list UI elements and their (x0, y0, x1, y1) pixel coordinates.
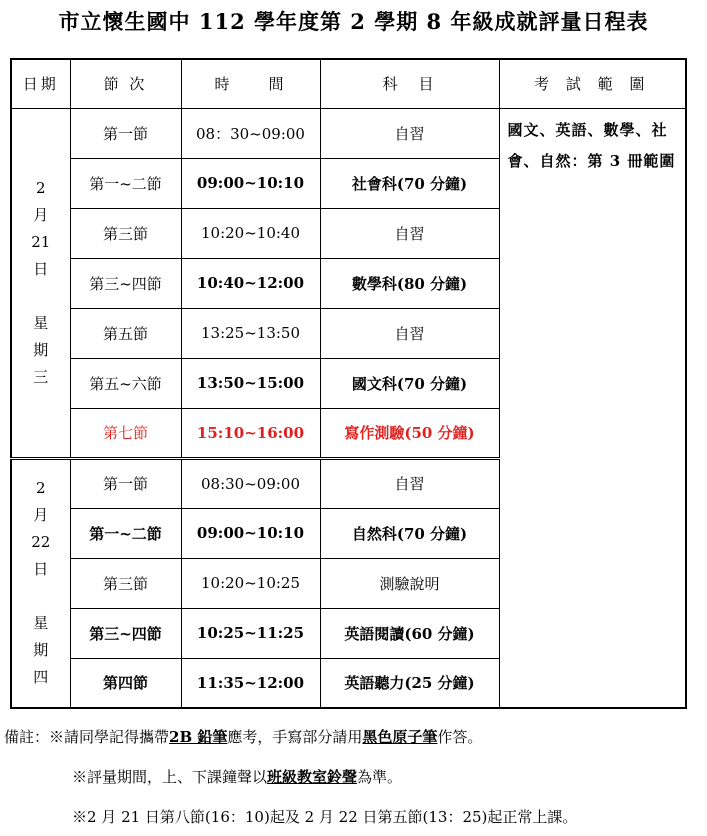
note-emphasis: 黑色原子筆 (362, 728, 438, 746)
period-cell: 第一節 (70, 458, 181, 508)
time-cell: 10:20~10:25 (181, 558, 320, 608)
date-line: 星 (33, 614, 49, 633)
date-line: 四 (33, 668, 49, 687)
note-emphasis: 2B 鉛筆 (169, 728, 228, 746)
subject-cell: 數學科(80 分鐘) (320, 258, 499, 308)
time-cell: 15:10~16:00 (181, 408, 320, 458)
subject-cell: 社會科(70 分鐘) (320, 158, 499, 208)
note-text: ※2 月 21 日第八節(16：10)起及 2 月 22 日第五節(13：25)起正常上課。 (72, 808, 578, 826)
table-row (11, 108, 686, 158)
date-line: 2 (35, 479, 46, 498)
date-line: 期 (33, 641, 49, 660)
time-cell: 10:25~11:25 (181, 608, 320, 658)
date-line: 星 (33, 313, 49, 332)
date-line: 22 (31, 533, 51, 552)
note-2 (72, 766, 402, 787)
time-cell: 10:40~12:00 (181, 258, 320, 308)
period-cell: 第一節 (70, 108, 181, 158)
time-cell: 08:30~09:00 (181, 458, 320, 508)
page-title: 市立懷生國中 112 學年度第 2 學期 8 年級成就評量日程表 (58, 9, 649, 34)
subject-cell: 國文科(70 分鐘) (320, 358, 499, 408)
time-cell: 08：30~09:00 (181, 108, 320, 158)
note-text: 為準。 (357, 768, 403, 786)
date-line: 月 (33, 506, 49, 525)
schedule-table (10, 58, 687, 709)
period-cell: 第三~四節 (70, 608, 181, 658)
header-row (11, 59, 686, 108)
header-scope: 考 試 範 圍 (499, 59, 686, 108)
subject-cell: 自習 (320, 458, 499, 508)
header-subject: 科 目 (320, 59, 499, 108)
time-cell: 13:25~13:50 (181, 308, 320, 358)
subject-cell: 自習 (320, 108, 499, 158)
note-text: 作答。 (437, 728, 483, 746)
note-text: 備註：※請同學記得攜帶 (4, 728, 170, 746)
header-period: 節 次 (70, 59, 181, 108)
subject-cell: 寫作測驗(50 分鐘) (320, 408, 499, 458)
period-cell: 第三~四節 (70, 258, 181, 308)
date-line: 期 (33, 340, 49, 359)
note-1 (4, 726, 482, 747)
scope-cell: 國文、英語、數學、社會、自然：第 3 冊範圍 (499, 108, 686, 708)
period-cell: 第三節 (70, 558, 181, 608)
period-cell: 第五節 (70, 308, 181, 358)
subject-cell: 自然科(70 分鐘) (320, 508, 499, 558)
note-text: 應考，手寫部分請用 (227, 728, 363, 746)
note-3 (72, 806, 577, 827)
subject-cell: 英語閱讀(60 分鐘) (320, 608, 499, 658)
header-date: 日期 (11, 59, 70, 108)
date-spacer (12, 583, 70, 610)
time-cell: 09:00~10:10 (181, 158, 320, 208)
date-line: 月 (33, 205, 49, 224)
date-line: 日 (33, 560, 49, 579)
header-time: 時 間 (181, 59, 320, 108)
note-text: ※評量期間，上、下課鐘聲以 (72, 768, 268, 786)
subject-cell: 測驗說明 (320, 558, 499, 608)
date-line: 日 (33, 259, 49, 278)
subject-cell: 自習 (320, 308, 499, 358)
period-cell: 第五~六節 (70, 358, 181, 408)
period-cell: 第四節 (70, 658, 181, 708)
subject-cell: 英語聽力(25 分鐘) (320, 658, 499, 708)
date-cell-day1 (11, 108, 70, 458)
subject-cell: 自習 (320, 208, 499, 258)
note-emphasis: 班級教室鈴聲 (267, 768, 358, 786)
period-cell: 第七節 (70, 408, 181, 458)
period-cell: 第一~二節 (70, 508, 181, 558)
time-cell: 13:50~15:00 (181, 358, 320, 408)
date-cell-day2 (11, 458, 70, 708)
period-cell: 第三節 (70, 208, 181, 258)
date-line: 2 (35, 178, 46, 197)
date-spacer (12, 283, 70, 310)
date-line: 21 (31, 232, 51, 251)
time-cell: 11:35~12:00 (181, 658, 320, 708)
period-cell: 第一~二節 (70, 158, 181, 208)
date-line: 三 (33, 367, 49, 386)
time-cell: 10:20~10:40 (181, 208, 320, 258)
time-cell: 09:00~10:10 (181, 508, 320, 558)
